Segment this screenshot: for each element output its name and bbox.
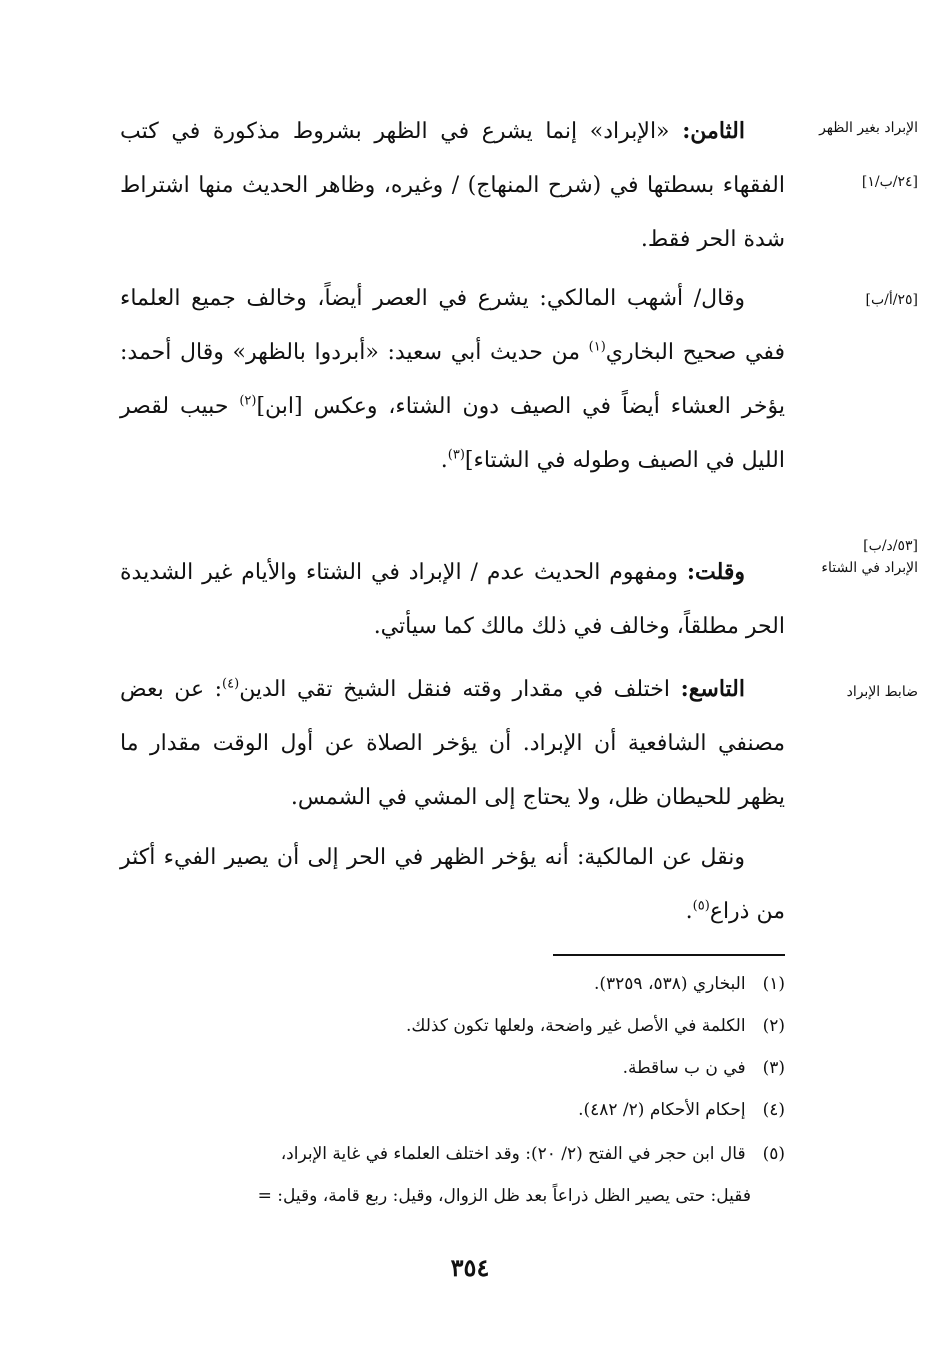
footnote-ref-4[interactable]: (٤): [222, 676, 240, 692]
paragraph-text: اختلف في مقدار وقته فنقل الشيخ تقي الدين: [239, 677, 671, 702]
paragraph-lead: الثامن:: [682, 118, 745, 144]
footnote-separator: [553, 954, 785, 956]
footnote-number: (١): [762, 974, 785, 994]
margin-ref-25a-b: [٢٥/أ/ب]: [865, 292, 918, 308]
footnote-ref-3[interactable]: (٣): [447, 447, 465, 463]
paragraph-text: وقال/ أشهب المالكي: يشرع في العصر أيضاً، وخالف جميع العلماء ففي صحيح البخاري: [120, 286, 785, 365]
page-number: ٣٥٤: [450, 1253, 490, 1282]
margin-heading: الإبراد بغير الظهر: [819, 120, 918, 136]
paragraph-text: من حديث أبي سعيد: «أبردوا بالظهر» وقال أحمد: يؤخر العشاء أيضاً في الصيف دون الشتاء، وعكس [ابن]: [120, 340, 785, 419]
footnote-text: قال ابن حجر في الفتح (٢/ ٢٠): وقد اختلف العلماء في غاية الإبراد،: [280, 1144, 746, 1164]
margin-ref-24b1: [٢٤/ب/١]: [861, 174, 918, 190]
footnote-number: (٤): [762, 1100, 785, 1120]
paragraph-malikiyya: [120, 831, 785, 939]
margin-note-ibrad-fi-shita: الإبراد في الشتاء: [821, 560, 918, 576]
margin-note-ibrad-bighayr-zuhr: [818, 118, 918, 138]
footnote-5: [120, 1134, 785, 1174]
paragraph-lead: وقلت:: [686, 559, 745, 585]
footnote-text: في ن ب ساقطة.: [622, 1058, 746, 1078]
footnote-text: البخاري (٥٣٨، ٣٢٥٩).: [593, 974, 746, 994]
paragraph-ashhab: [120, 272, 785, 488]
paragraph-text: .: [685, 899, 693, 924]
footnote-4: [120, 1090, 785, 1130]
footnote-text: إحكام الأحكام (٢/ ٤٨٢).: [578, 1100, 746, 1120]
paragraph-text: «الإبراد» إنما يشرع في الظهر بشروط مذكورة في كتب الفقهاء بسطتها في (شرح المنهاج) / وغيره، وظاهر الحديث منها اشتراط شدة الحر فقط.: [120, 119, 785, 252]
paragraph-text: : عن بعض مصنفي الشافعية أن الإبراد. أن يؤخر الصلاة عن أول الوقت مقدار ما يظهر للحيطان ظل، ولا يحتاج إلى المشي في الشمس.: [120, 677, 785, 810]
paragraph-text: .: [440, 448, 448, 473]
paragraph-text: حبيب لقصر الليل في الصيف وطوله في الشتاء]: [120, 394, 785, 473]
footnote-number: (٢): [762, 1016, 785, 1036]
margin-ref-53d-b: [٥٣/د/ب]: [863, 538, 918, 554]
footnote-ref-1[interactable]: (١): [588, 339, 606, 355]
paragraph-lead: التاسع:: [680, 676, 745, 702]
footnote-ref-5[interactable]: (٥): [692, 898, 710, 914]
footnote-3: [120, 1048, 785, 1088]
footnote-1: [120, 964, 785, 1004]
footnote-number: (٥): [762, 1144, 785, 1164]
footnote-text: الكلمة في الأصل غير واضحة، ولعلها تكون كذلك.: [405, 1016, 746, 1036]
footnote-number: (٣): [762, 1058, 785, 1078]
footnote-ref-2[interactable]: (٢): [239, 393, 257, 409]
footnote-5-continuation: فقيل: حتى يصير الظل ذراعاً بعد ظل الزوال، وقيل: ربع قامة، وقيل: =: [257, 1186, 751, 1206]
paragraph-text: ومفهوم الحديث عدم / الإبراد في الشتاء والأيام غير الشديدة الحر مطلقاً، وخالف في ذلك مالك كما سيأتي.: [120, 560, 785, 639]
paragraph-text: ونقل عن المالكية: أنه يؤخر الظهر في الحر إلى أن يصير الفيء أكثر من ذراع: [120, 845, 785, 924]
paragraph-qultu: [120, 545, 785, 654]
footnote-2: [120, 1006, 785, 1046]
paragraph-eighth: [120, 104, 785, 267]
paragraph-ninth: [120, 662, 785, 825]
margin-note-dabit-ibrad: ضابط الإبراد: [846, 684, 918, 700]
